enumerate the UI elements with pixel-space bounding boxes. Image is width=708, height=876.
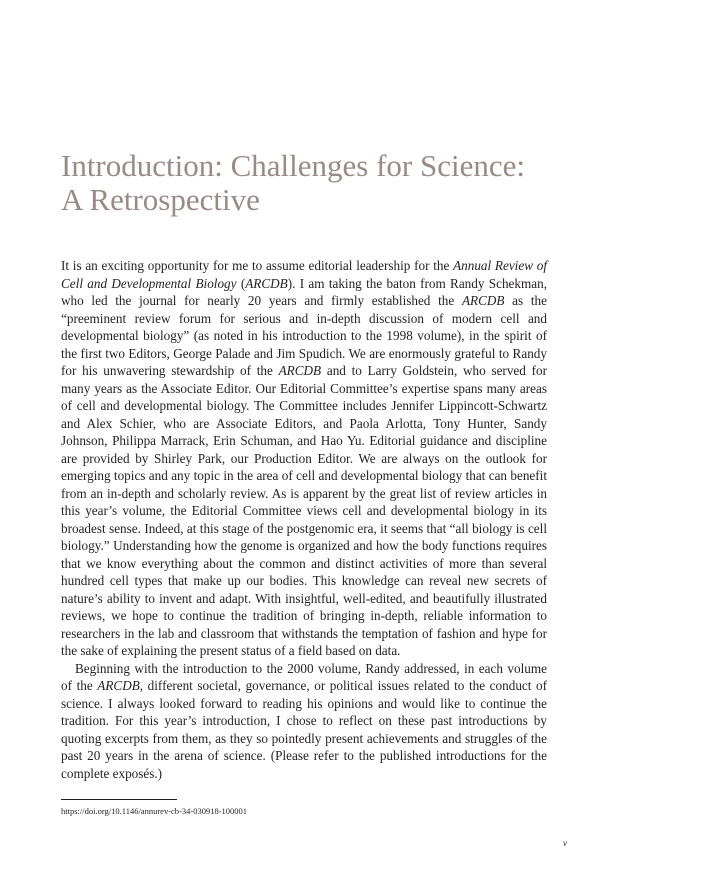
paragraph-1-text-1: It is an exciting opportunity for me to assume editorial leadership for the [61,258,454,273]
acronym-italic: ARCDB [278,363,322,378]
paragraph-2-text-1: Beginning with the introduction to the 2000 volume, Randy addressed, in each volume of the [61,660,547,693]
paragraph-1-text-5: and to Larry Goldstein, who served for many years as the Associate Editor. Our Editorial Committee’s expertise spans many areas of cell and developmental biology. The Committee includes Jennifer Lippincott-Schwartz and Alex Schier, who are Associate Editors, and Paola Arlotta, Tony Hunter, Sandy Johnson, Philippa Marrack, Erin Schuman, and Hao Yu. Editorial guidance and discipline are provided by Shirley Park, our Production Editor. We are always on the outlook for emerging topics and any topic in the area of cell and developmental biology that can benefit from an in-depth and scholarly review. As is apparent by the great list of review articles in this year’s volume, the Editorial Committee views cell and developmental biology in its broadest sense. Indeed, at this stage of the postgenomic era, it seems that “all biology is cell biology.” Understanding how the genome is organized and how the body functions requires that we know everything about the common and distinct activities of more than several hundred cell types that make up our bodies. This knowledge can reveal new secrets of nature’s ability to invent and adapt. With insightful, well-edited, and beautifully illustrated reviews, we hope to continue the tradition of bringing in-depth, reliable information to researchers in the lab and classroom that withstands the temptation of fashion and hype for the sake of explaining the present status of a field based on data. [61,363,547,658]
paragraph-2 [61,660,547,783]
page-number: v [563,838,567,848]
title-line-2: A Retrospective [61,182,260,217]
paragraph-2-text-2: , different societal, governance, or political issues related to the conduct of science. I always looked forward to reading his opinions and would like to continue the tradition. For this year’s introduction, I chose to reflect on these past introductions by quoting excerpts from them, as they so pointedly present achievements and struggles of the past 20 years in the arena of science. (Please refer to the published introductions for the complete exposés.) [61,678,547,781]
article-title [61,149,621,217]
paragraph-1-text-3: ). I am taking the baton from Randy Schekman, who led the journal for nearly 20 years and firmly established the [61,275,547,308]
acronym-italic: ARCDB [245,275,288,291]
title-line-1: Introduction: Challenges for Science: [61,148,526,183]
acronym-italic: ARCDB [97,678,140,693]
journal-name-italic: Annual Review of Cell and Developmental Biology [61,258,547,291]
paragraph-1-text-4: as the “preeminent review forum for serious and in-depth discussion of modern cell and developmental biology” (as noted in his introduction to the 1998 volume), in the spirit of the first two Editors, George Palade and Jim Spudich. We are enormously grateful to Randy for his unwavering stewardship of the [61,293,547,378]
doi-footnote: https://doi.org/10.1146/annurev-cb-34-030918-100001 [61,806,248,816]
article-body [61,257,547,782]
footnote-divider [61,799,177,800]
paragraph-1 [61,257,547,660]
acronym-italic: ARCDB [461,293,505,308]
paragraph-1-text-2: ( [236,275,246,291]
